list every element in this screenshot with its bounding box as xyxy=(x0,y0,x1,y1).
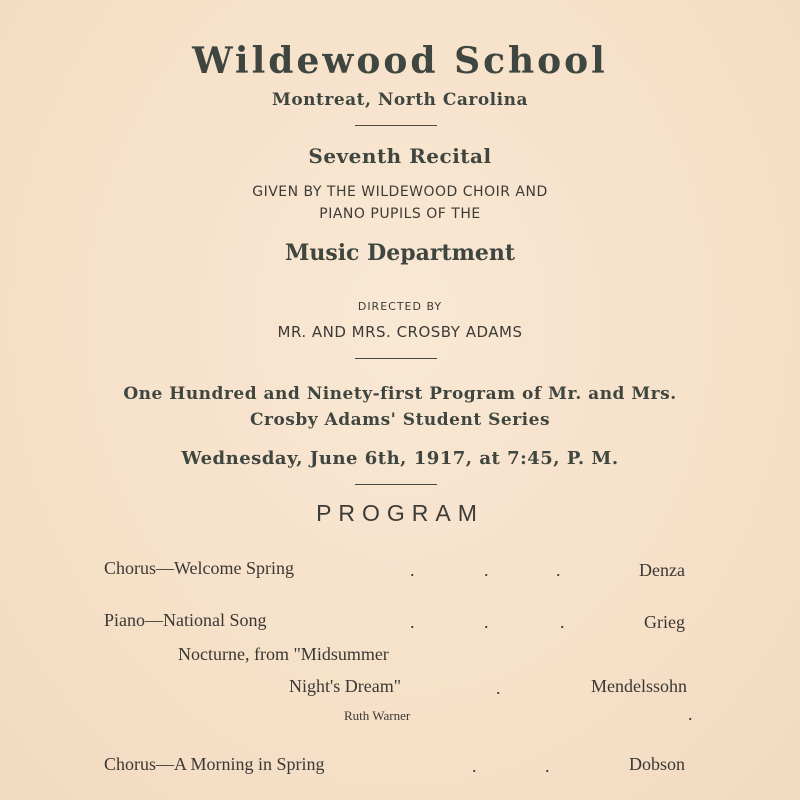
program-item-composer: Grieg xyxy=(644,612,685,632)
recital-date: Wednesday, June 6th, 1917, at 7:45, P. M. xyxy=(181,448,619,469)
program-heading: PROGRAM xyxy=(316,500,484,526)
program-item-title: Piano—National Song xyxy=(104,610,267,630)
leader-dot: . xyxy=(688,704,693,724)
leader-dot: . xyxy=(410,560,415,580)
program-item-title: Chorus—A Morning in Spring xyxy=(104,754,325,774)
given-by-line-1: GIVEN BY THE WILDEWOOD CHOIR AND xyxy=(252,184,548,200)
leader-dot: . xyxy=(560,612,565,632)
school-location: Montreat, North Carolina xyxy=(272,90,528,110)
program-item-composer: Mendelssohn xyxy=(591,676,687,696)
leader-dot: . xyxy=(496,678,501,698)
series-line-2: Crosby Adams' Student Series xyxy=(249,410,551,430)
school-title: Wildewood School xyxy=(192,40,608,82)
program-item-title-line-2: Night's Dream" xyxy=(289,676,402,696)
recital-title: Seventh Recital xyxy=(308,144,492,168)
program-item-composer: Dobson xyxy=(628,754,685,774)
leader-dot: . xyxy=(484,612,489,632)
leader-dot: . xyxy=(545,756,550,776)
divider xyxy=(355,358,437,359)
directors-names: MR. AND MRS. CROSBY ADAMS xyxy=(277,323,523,341)
program-item-performer: Ruth Warner xyxy=(344,708,411,723)
leader-dot: . xyxy=(556,560,561,580)
program-item-title: Chorus—Welcome Spring xyxy=(104,558,295,578)
directed-by-label: DIRECTED BY xyxy=(357,300,443,313)
given-by-line-2: PIANO PUPILS OF THE xyxy=(319,206,481,222)
divider xyxy=(355,125,437,126)
leader-dot: . xyxy=(472,756,477,776)
divider xyxy=(355,484,437,485)
program-item-title-line-1: Nocturne, from "Midsummer xyxy=(178,644,389,664)
department-title: Music Department xyxy=(284,240,516,266)
leader-dot: . xyxy=(410,612,415,632)
program-item-composer: Denza xyxy=(639,560,685,580)
series-line-1: One Hundred and Ninety-first Program of Mr. and Mrs. xyxy=(123,384,677,404)
leader-dot: . xyxy=(484,560,489,580)
